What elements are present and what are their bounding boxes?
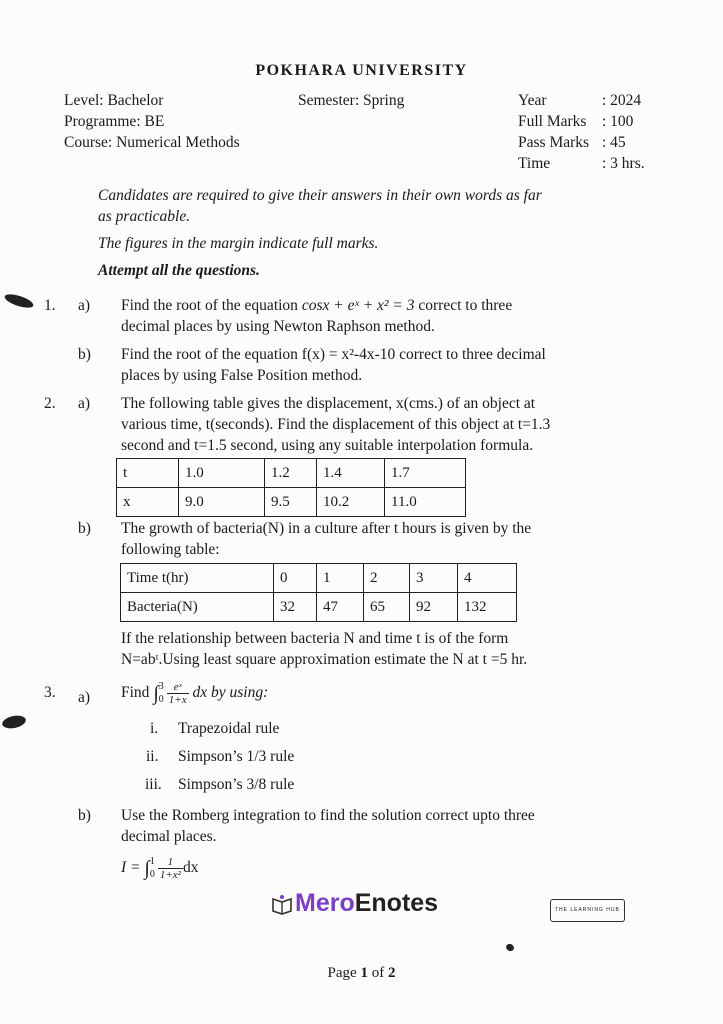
rule-item bbox=[150, 718, 279, 739]
q3a-label: a) bbox=[78, 689, 91, 706]
table-cell: 132 bbox=[458, 593, 517, 622]
instruction-line-4: Attempt all the questions. bbox=[98, 262, 260, 279]
logo-tagline: THE LEARNING HUB bbox=[550, 899, 625, 922]
upper-limit: 3 bbox=[158, 681, 164, 693]
q3b-label: b) bbox=[78, 807, 91, 824]
q2b-line-3: If the relationship between bacteria N and time t is of the form bbox=[121, 630, 509, 647]
instruction-line-3: The figures in the margin indicate full marks. bbox=[98, 235, 379, 252]
fraction-numerator: 1 bbox=[158, 856, 183, 869]
pass-marks-value: : 45 bbox=[602, 134, 626, 151]
header-right bbox=[518, 90, 645, 174]
q1a-line-2: decimal places by using Newton Raphson method. bbox=[121, 318, 435, 335]
table-row bbox=[117, 488, 466, 517]
table-cell: 1.4 bbox=[317, 459, 385, 488]
fraction-numerator: eˣ bbox=[167, 681, 189, 694]
q1b-label: b) bbox=[78, 346, 91, 363]
rule-text: Trapezoidal rule bbox=[178, 720, 280, 737]
table-cell: 3 bbox=[410, 564, 458, 593]
integral-sign-icon: ∫ bbox=[144, 857, 150, 880]
q3a-post: dx by using: bbox=[192, 684, 269, 701]
table-cell: 11.0 bbox=[385, 488, 466, 517]
rule-text: Simpson’s 3/8 rule bbox=[178, 776, 295, 793]
full-marks-label: Full Marks bbox=[518, 113, 587, 130]
differential-text: dx bbox=[182, 859, 199, 876]
table-cell: 0 bbox=[274, 564, 317, 593]
level-text: Level: Bachelor bbox=[64, 92, 164, 109]
table-cell: 47 bbox=[317, 593, 364, 622]
displacement-table bbox=[116, 458, 466, 517]
pass-marks-label: Pass Marks bbox=[518, 134, 590, 151]
q1a-post: correct to three bbox=[418, 297, 513, 314]
time-value: : 3 hrs. bbox=[602, 155, 645, 172]
table-cell: 92 bbox=[410, 593, 458, 622]
table-cell: 2 bbox=[364, 564, 410, 593]
margin-ink-mark bbox=[3, 292, 35, 311]
q3b-line-2: decimal places. bbox=[121, 828, 217, 845]
table-cell: 1 bbox=[317, 564, 364, 593]
lower-limit: 0 bbox=[158, 694, 164, 706]
q1a-equation: cosx + eˣ + x² = 3 bbox=[301, 297, 415, 314]
page-prefix: Page bbox=[327, 965, 357, 981]
table-cell: 65 bbox=[364, 593, 410, 622]
current-page: 1 bbox=[360, 965, 368, 981]
table-cell: 9.5 bbox=[265, 488, 317, 517]
header-left bbox=[64, 90, 240, 153]
page-number bbox=[0, 963, 723, 984]
course-text: Course: Numerical Methods bbox=[64, 134, 240, 151]
table-row bbox=[121, 564, 517, 593]
rule-number: i. bbox=[150, 720, 159, 737]
table-cell: 10.2 bbox=[317, 488, 385, 517]
q2b-line-4: N=abᵗ.Using least square approximation estimate the N at t =5 hr. bbox=[121, 651, 528, 668]
table-cell: Bacteria(N) bbox=[121, 593, 274, 622]
q1b-line-2: places by using False Position method. bbox=[121, 367, 363, 384]
instruction-line-2: as practicable. bbox=[98, 208, 191, 225]
table-row bbox=[121, 593, 517, 622]
table-cell: Time t(hr) bbox=[121, 564, 274, 593]
programme-text: Programme: BE bbox=[64, 113, 165, 130]
university-title: POKHARA UNIVERSITY bbox=[255, 62, 468, 79]
q2b-line-1: The growth of bacteria(N) in a culture after t hours is given by the bbox=[121, 520, 532, 537]
rule-item bbox=[146, 746, 294, 767]
time-label: Time bbox=[518, 155, 551, 172]
table-cell: 9.0 bbox=[179, 488, 265, 517]
q2b-label: b) bbox=[78, 520, 91, 537]
year-value: : 2024 bbox=[602, 92, 642, 109]
q1a-label: a) bbox=[78, 297, 91, 314]
logo-text-mero: Mero bbox=[295, 889, 355, 917]
full-marks-value: : 100 bbox=[602, 113, 634, 130]
integral-limits bbox=[150, 855, 155, 881]
meroenotes-logo bbox=[271, 889, 625, 922]
table-cell: 1.7 bbox=[385, 459, 466, 488]
integrand-fraction bbox=[167, 681, 189, 706]
integrand-fraction bbox=[158, 856, 183, 881]
ink-speck bbox=[505, 942, 515, 952]
page-of: of bbox=[371, 965, 385, 981]
q1a-line-1 bbox=[121, 295, 512, 316]
integral-sign-icon: ∫ bbox=[153, 682, 159, 705]
rule-number: iii. bbox=[145, 776, 162, 793]
rule-number: ii. bbox=[146, 748, 159, 765]
table-row bbox=[117, 459, 466, 488]
table-cell: 32 bbox=[274, 593, 317, 622]
rule-text: Simpson’s 1/3 rule bbox=[178, 748, 295, 765]
year-label: Year bbox=[518, 92, 547, 109]
instruction-line-1: Candidates are required to give their answers in their own words as far bbox=[98, 187, 542, 204]
q1a-pre: Find the root of the equation bbox=[121, 297, 298, 314]
fraction-denominator: 1+x bbox=[168, 693, 187, 706]
table-cell: 4 bbox=[458, 564, 517, 593]
rule-item bbox=[145, 774, 294, 795]
q3-number: 3. bbox=[44, 684, 56, 701]
q3b-line-1: Use the Romberg integration to find the solution correct upto three bbox=[121, 807, 535, 824]
logo-text-enotes: Enotes bbox=[354, 889, 439, 917]
q2a-line-1: The following table gives the displacement, x(cms.) of an object at bbox=[121, 395, 536, 412]
table-cell: 1.0 bbox=[179, 459, 265, 488]
q2b-line-2: following table: bbox=[121, 541, 220, 558]
q2a-line-2: various time, t(seconds). Find the displacement of this object at t=1.3 bbox=[121, 416, 551, 433]
q3a-pre: Find bbox=[121, 684, 150, 701]
q3a-line-1 bbox=[121, 678, 268, 708]
table-cell: 1.2 bbox=[265, 459, 317, 488]
integral-limits bbox=[159, 680, 164, 706]
bacteria-table bbox=[120, 563, 517, 622]
book-icon bbox=[271, 893, 293, 921]
q1-number: 1. bbox=[44, 297, 56, 314]
q3b-equation bbox=[121, 853, 198, 883]
semester-text: Semester: Spring bbox=[298, 92, 405, 109]
q3b-lhs: I = bbox=[121, 859, 141, 876]
total-pages: 2 bbox=[387, 965, 396, 981]
q2a-line-3: second and t=1.5 second, using any suitable interpolation formula. bbox=[121, 437, 534, 454]
upper-limit: 1 bbox=[149, 856, 155, 868]
q1b-line-1: Find the root of the equation f(x) = x²-4x-10 correct to three decimal bbox=[121, 346, 546, 363]
q2-number: 2. bbox=[44, 395, 56, 412]
lower-limit: 0 bbox=[149, 869, 155, 881]
fraction-denominator: 1+x² bbox=[159, 868, 181, 881]
table-cell: x bbox=[117, 488, 179, 517]
table-cell: t bbox=[117, 459, 179, 488]
q2a-label: a) bbox=[78, 395, 91, 412]
margin-ink-mark bbox=[1, 714, 27, 731]
